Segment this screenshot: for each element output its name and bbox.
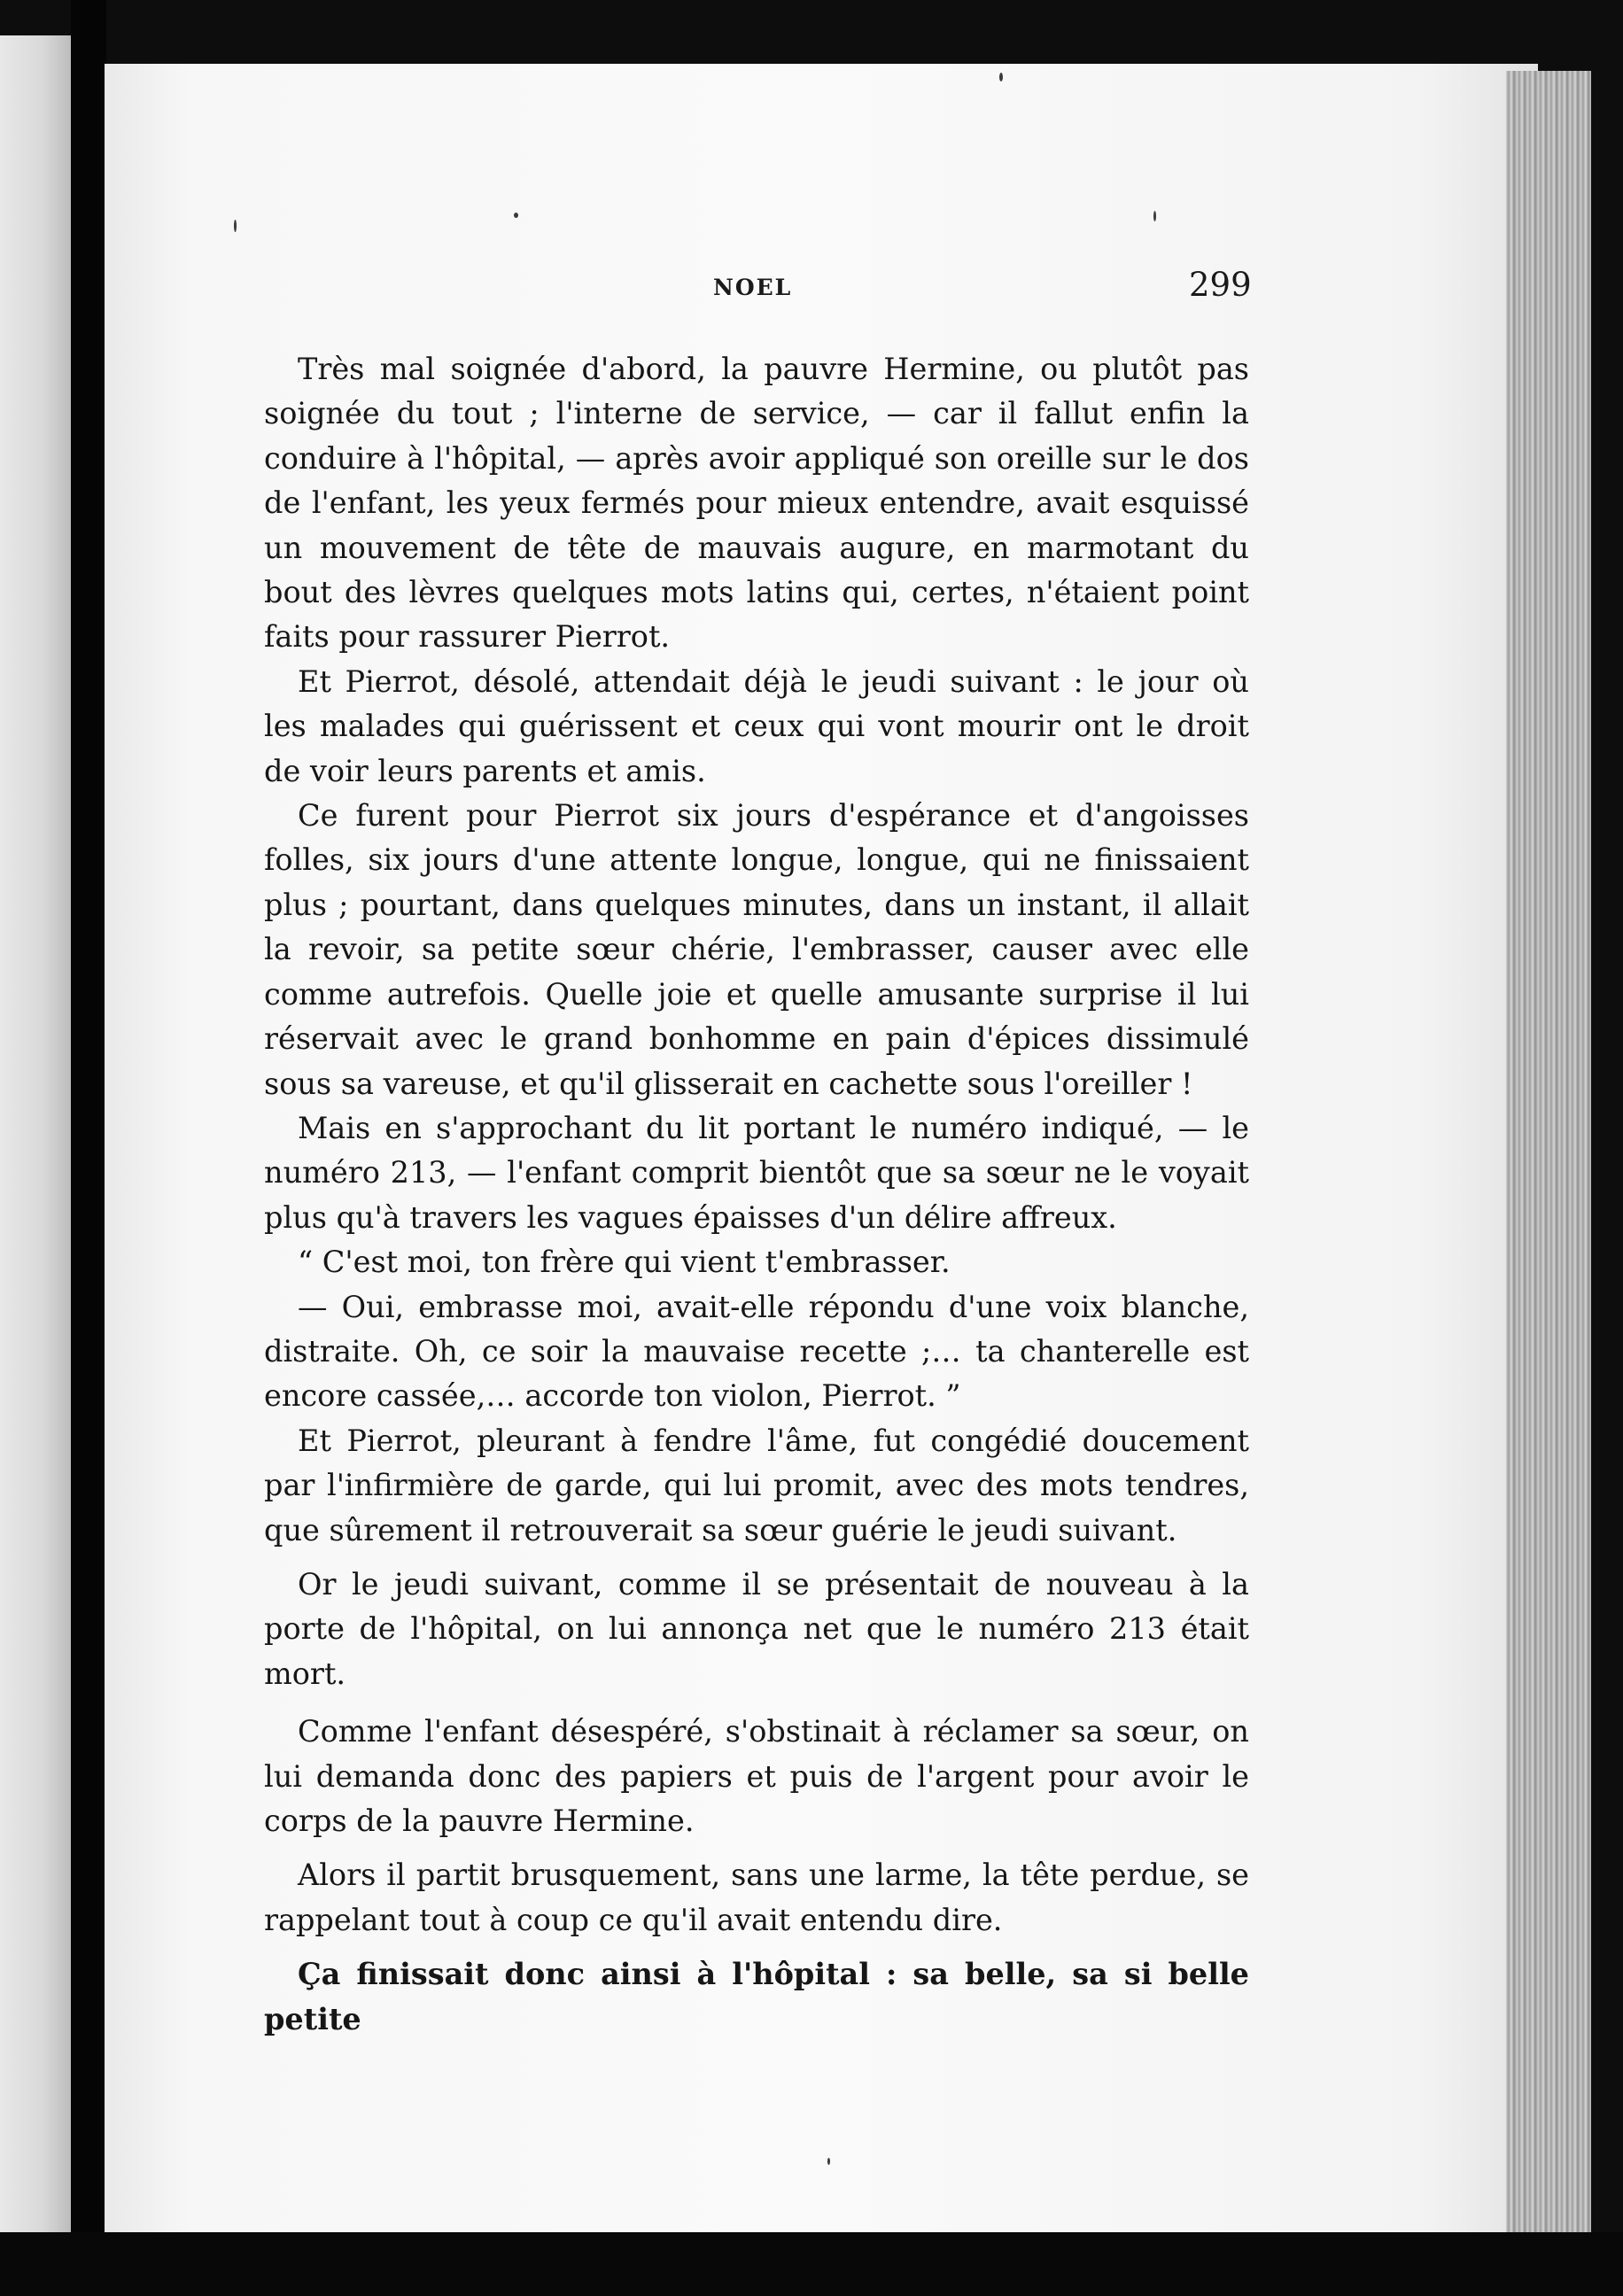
paragraph: — Oui, embrasse moi, avait-elle répondu d'une voix blanche, distraite. Oh, ce soir la mauvaise recette ;… ta chanterelle est encore cassée,… accorde ton violon, Pierrot. ” (264, 1289, 1249, 1414)
paragraph: Ce furent pour Pierrot six jours d'espérance et d'angoisses folles, six jours d'une attente longue, longue, qui ne finissaient plus ; pourtant, dans quelques minutes, dans un instant, il allait la revoir, sa petite sœur chérie, l'embrasser, causer avec elle comme autrefois. Quelle joie et quelle amusante surprise il lui réservait avec le grand bonhomme en pain d'épices dissimulé sous sa vareuse, et qu'il glisserait en cachette sous l'oreiller ! (264, 798, 1249, 1101)
paragraph: Mais en s'approchant du lit portant le numéro indiqué, — le numéro 213, — l'enfant comprit bientôt que sa sœur ne le voyait plus qu'à travers les vagues épaisses d'un délire affreux. (264, 1110, 1249, 1235)
body-text (264, 347, 1249, 2042)
running-title: NOEL (713, 275, 793, 300)
paragraph: Or le jeudi suivant, comme il se présentait de nouveau à la porte de l'hôpital, on lui annonça net que le numéro 213 était mort. (264, 1566, 1249, 1691)
paragraph: Très mal soignée d'abord, la pauvre Hermine, ou plutôt pas soignée du tout ; l'interne de service, — car il fallut enfin la conduire à l'hôpital, — après avoir appliqué son oreille sur le dos de l'enfant, les yeux fermés pour mieux entendre, avait esquissé un mouvement de tête de mauvais augure, en marmotant du bout des lèvres quelques mots latins qui, certes, n'étaient point faits pour rassurer Pierrot. (264, 352, 1249, 655)
page-number: 299 (1189, 266, 1252, 304)
paper-speck (514, 213, 518, 218)
paper-speck (1153, 211, 1156, 221)
paper-speck (827, 2158, 830, 2165)
paragraph: Et Pierrot, désolé, attendait déjà le jeudi suivant : le jour où les malades qui guérissent et ceux qui vont mourir ont le droit de voir leurs parents et amis. (264, 663, 1249, 788)
paragraph: Comme l'enfant désespéré, s'obstinait à réclamer sa sœur, on lui demanda donc des papiers et puis de l'argent pour avoir le corps de la pauvre Hermine. (264, 1714, 1249, 1838)
paragraph: Alors il partit brusquement, sans une larme, la tête perdue, se rappelant tout à coup ce qu'il avait entendu dire. (264, 1858, 1249, 1937)
book-gutter (71, 0, 106, 2296)
scan-bottom-border (0, 2232, 1623, 2296)
previous-page-edge (0, 35, 71, 2232)
paper-speck (999, 73, 1003, 81)
paragraph: Ça finissait donc ainsi à l'hôpital : sa belle, sa si belle petite (264, 1957, 1249, 2036)
page-stack-edges (1506, 71, 1591, 2250)
paper-speck (234, 220, 237, 232)
paragraph: “ C'est moi, ton frère qui vient t'embrasser. (298, 1245, 951, 1280)
paragraph: Et Pierrot, pleurant à fendre l'âme, fut congédié doucement par l'infirmière de garde, qui lui promit, avec des mots tendres, que sûrement il retrouverait sa sœur guérie le jeudi suivant. (264, 1423, 1249, 1547)
